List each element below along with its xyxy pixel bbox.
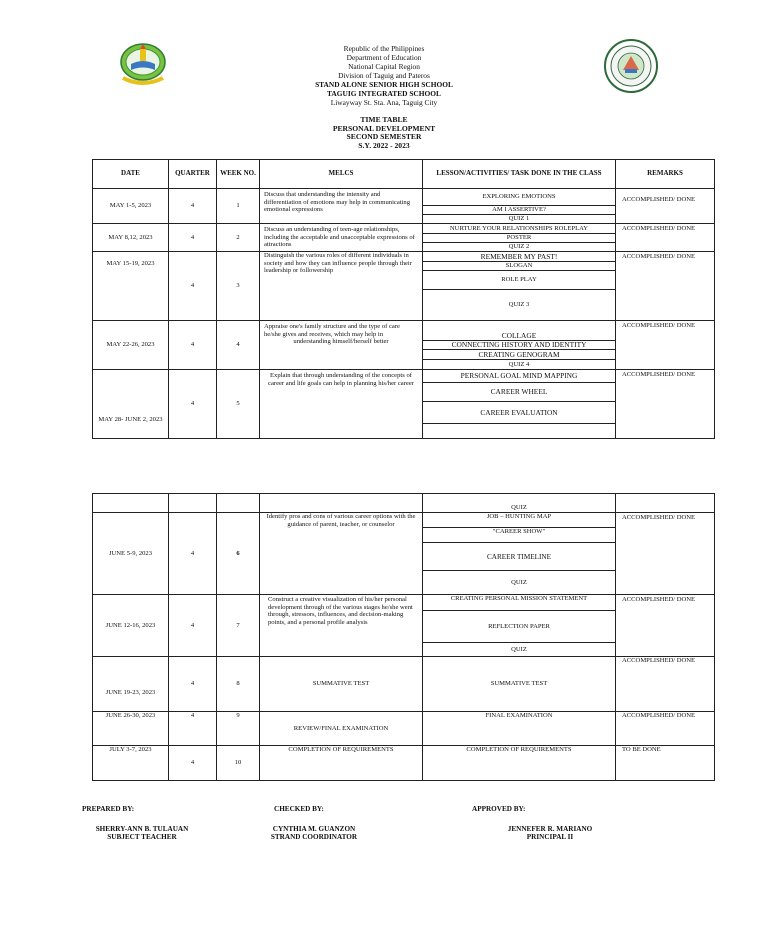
- table-row: [93, 746, 715, 781]
- quarter-cell: 4: [169, 513, 217, 595]
- approved-by-label: APPROVED BY:: [472, 805, 526, 813]
- lesson-item: CREATING PERSONAL MISSION STATEMENT: [423, 595, 615, 611]
- col-header-week: WEEK NO.: [217, 160, 260, 189]
- approved-by-name: JENNEFER R. MARIANO: [507, 825, 593, 833]
- school-address: Liwayway St. Sta. Ana, Taguig City: [330, 98, 438, 107]
- melc-text: Appraise one's family structure and the type of care he/she gives and receives, which may help in: [264, 323, 400, 338]
- week-cell: 8: [217, 657, 260, 712]
- lesson-item: SLOGAN: [423, 262, 615, 271]
- table-row: [93, 189, 715, 224]
- week-cell: 3: [217, 252, 260, 321]
- prepared-by-block: [82, 825, 202, 842]
- lesson-item: REFLECTION PAPER: [423, 611, 615, 643]
- lesson-item: AM I ASSERTIVE?: [423, 206, 615, 215]
- document-header: [0, 44, 768, 107]
- prepared-by-label: PREPARED BY:: [82, 805, 135, 813]
- date-cell: JUNE 19-23, 2023: [93, 657, 169, 712]
- date-cell: JULY 3-7, 2023: [93, 746, 169, 781]
- week-cell: 7: [217, 595, 260, 657]
- date-cell: JUNE 26-30, 2023: [93, 712, 169, 746]
- header-line: National Capital Region: [348, 62, 420, 71]
- date-cell: MAY 22-26, 2023: [93, 321, 169, 370]
- week-cell: 6: [217, 513, 260, 595]
- lesson-cell: [423, 595, 616, 657]
- lesson-item: [423, 424, 615, 438]
- lesson-cell: SUMMATIVE TEST: [423, 657, 616, 712]
- checked-by-name: CYNTHIA M. GUANZON: [272, 825, 356, 833]
- lesson-item: QUIZ: [423, 494, 616, 513]
- lesson-item: QUIZ 1: [508, 215, 530, 223]
- date-cell: JUNE 5-9, 2023: [93, 513, 169, 595]
- lesson-item: "CAREER SHOW": [423, 528, 615, 543]
- melc-cell: [260, 321, 423, 370]
- table-row: [93, 712, 715, 746]
- lesson-item: QUIZ: [511, 645, 527, 653]
- title-line: SECOND SEMESTER: [346, 132, 422, 142]
- lesson-cell: FINAL EXAMINATION: [423, 712, 616, 746]
- week-cell: 1: [217, 189, 260, 224]
- lesson-cell: [423, 513, 616, 595]
- checked-by-role: STRAND COORDINATOR: [270, 833, 358, 842]
- lesson-item: QUIZ 2: [508, 243, 530, 251]
- lesson-cell: [423, 370, 616, 439]
- lesson-item: NURTURE YOUR RELATIONSHIPS ROLEPLAY: [423, 224, 615, 234]
- table-row: [93, 252, 715, 321]
- timetable-page1: [92, 159, 715, 439]
- lesson-item: QUIZ 4: [508, 360, 530, 368]
- empty-cell: [260, 494, 423, 513]
- date-cell: MAY 1-5, 2023: [93, 189, 169, 224]
- remarks-cell: ACCOMPLISHED/ DONE: [616, 189, 715, 224]
- remarks-cell: ACCOMPLISHED/ DONE: [616, 252, 715, 321]
- quarter-cell: 4: [169, 189, 217, 224]
- timetable-page2: [92, 493, 715, 781]
- week-cell: 4: [217, 321, 260, 370]
- col-header-melcs: MELCS: [260, 160, 423, 189]
- lesson-item: JOB – HUNTING MAP: [423, 513, 615, 528]
- lesson-item: QUIZ 3: [508, 301, 530, 309]
- remarks-cell: ACCOMPLISHED/ DONE: [616, 370, 715, 439]
- remarks-cell: ACCOMPLISHED/ DONE: [616, 712, 715, 746]
- date-cell: MAY 8,12, 2023: [93, 224, 169, 252]
- lesson-item: PERSONAL GOAL MIND MAPPING: [423, 370, 615, 383]
- melc-cell: Identify pros and cons of various career options with the guidance of parent, teacher, or counselor: [260, 513, 423, 595]
- date-cell: MAY 15-19, 2023: [93, 252, 169, 321]
- quarter-cell: 4: [169, 595, 217, 657]
- melc-text-continued: understanding himself/herself better: [293, 338, 389, 346]
- approved-by-block: [490, 825, 610, 842]
- melc-cell: Distinguish the various roles of different individuals in society and how they can influence people through their leadership or followership: [260, 252, 423, 321]
- title-line: TIME TABLE: [360, 115, 408, 124]
- lesson-cell: [423, 321, 616, 370]
- col-header-date: DATE: [93, 160, 169, 189]
- empty-cell: [93, 494, 169, 513]
- melc-cell: SUMMATIVE TEST: [260, 657, 423, 712]
- table-row: [93, 657, 715, 712]
- melc-cell: Construct a creative visualization of his/her personal development through of the various stages he/she went through, stressors, influences, and decision-making points, and a personal profile analysis: [260, 595, 423, 657]
- title-line: PERSONAL DEVELOPMENT: [332, 123, 436, 133]
- melc-cell: Discuss that understanding the intensity and differentiation of emotions may help in communicating emotional expressions: [260, 189, 423, 224]
- empty-cell: [169, 494, 217, 513]
- prepared-by-role: SUBJECT TEACHER: [107, 833, 177, 842]
- lesson-item: CAREER WHEEL: [423, 383, 615, 402]
- lesson-item: POSTER: [423, 234, 615, 243]
- table-row: [93, 321, 715, 370]
- lesson-item: CAREER EVALUATION: [423, 402, 615, 424]
- week-cell: 9: [217, 712, 260, 746]
- lesson-cell: [423, 252, 616, 321]
- lesson-item: COLLAGE: [423, 321, 615, 341]
- week-cell: 10: [217, 746, 260, 781]
- melc-cell: Discuss an understanding of teen-age relationships, including the acceptable and unacceptable expressions of attractions: [260, 224, 423, 252]
- quarter-cell: 4: [169, 657, 217, 712]
- lesson-cell: COMPLETION OF REQUIREMENTS: [423, 746, 616, 781]
- table-header-row: [93, 160, 715, 189]
- quarter-cell: 4: [169, 746, 217, 781]
- col-header-quarter: QUARTER: [169, 160, 217, 189]
- lesson-item: CAREER TIMELINE: [423, 543, 615, 571]
- table-row: [93, 595, 715, 657]
- remarks-cell: ACCOMPLISHED/ DONE: [616, 657, 715, 712]
- remarks-cell: TO BE DONE: [616, 746, 715, 781]
- date-cell: MAY 28- JUNE 2, 2023: [93, 370, 169, 439]
- document-title: [0, 116, 768, 150]
- remarks-cell: ACCOMPLISHED/ DONE: [616, 321, 715, 370]
- lesson-cell: [423, 224, 616, 252]
- week-cell: 2: [217, 224, 260, 252]
- table-row: [93, 513, 715, 595]
- table-row: [93, 494, 715, 513]
- col-header-lessons: LESSON/ACTIVITIES/ TASK DONE IN THE CLASS: [423, 160, 616, 189]
- remarks-cell: ACCOMPLISHED/ DONE: [616, 595, 715, 657]
- lesson-cell: [423, 189, 616, 224]
- school-name-2: TAGUIG INTEGRATED SCHOOL: [327, 89, 441, 98]
- checked-by-label: CHECKED BY:: [274, 805, 324, 813]
- lesson-item: QUIZ: [511, 578, 527, 586]
- quarter-cell: 4: [169, 370, 217, 439]
- remarks-cell: ACCOMPLISHED/ DONE: [616, 513, 715, 595]
- title-line: S.Y. 2022 - 2023: [358, 140, 410, 150]
- lesson-item: CREATING GENOGRAM: [423, 350, 615, 360]
- header-line: Republic of the Philippines: [343, 44, 425, 53]
- quarter-cell: 4: [169, 252, 217, 321]
- lesson-item: EXPLORING EMOTIONS: [423, 189, 615, 206]
- approved-by-role: PRINCIPAL II: [526, 833, 574, 842]
- melc-cell: REVIEW/FINAL EXAMINATION: [260, 712, 423, 746]
- remarks-cell: ACCOMPLISHED/ DONE: [616, 224, 715, 252]
- header-line: Department of Education: [346, 53, 422, 62]
- table-row: [93, 370, 715, 439]
- checked-by-block: [254, 825, 374, 842]
- empty-cell: [217, 494, 260, 513]
- melc-cell: COMPLETION OF REQUIREMENTS: [260, 746, 423, 781]
- quarter-cell: 4: [169, 224, 217, 252]
- table-row: [93, 224, 715, 252]
- lesson-item: ROLE PLAY: [423, 271, 615, 290]
- col-header-remarks: REMARKS: [616, 160, 715, 189]
- quarter-cell: 4: [169, 712, 217, 746]
- lesson-item: REMEMBER MY PAST!: [423, 252, 615, 262]
- melc-cell: Explain that through understanding of the concepts of career and life goals can help in planning his/her career: [260, 370, 423, 439]
- date-cell: JUNE 12-16, 2023: [93, 595, 169, 657]
- lesson-item: CONNECTING HISTORY AND IDENTITY: [423, 341, 615, 350]
- empty-cell: [616, 494, 715, 513]
- header-line: Division of Taguig and Pateros: [338, 71, 430, 80]
- prepared-by-name: SHERRY-ANN B. TULAUAN: [95, 825, 189, 833]
- quarter-cell: 4: [169, 321, 217, 370]
- week-cell: 5: [217, 370, 260, 439]
- school-name: STAND ALONE SENIOR HIGH SCHOOL: [315, 80, 453, 89]
